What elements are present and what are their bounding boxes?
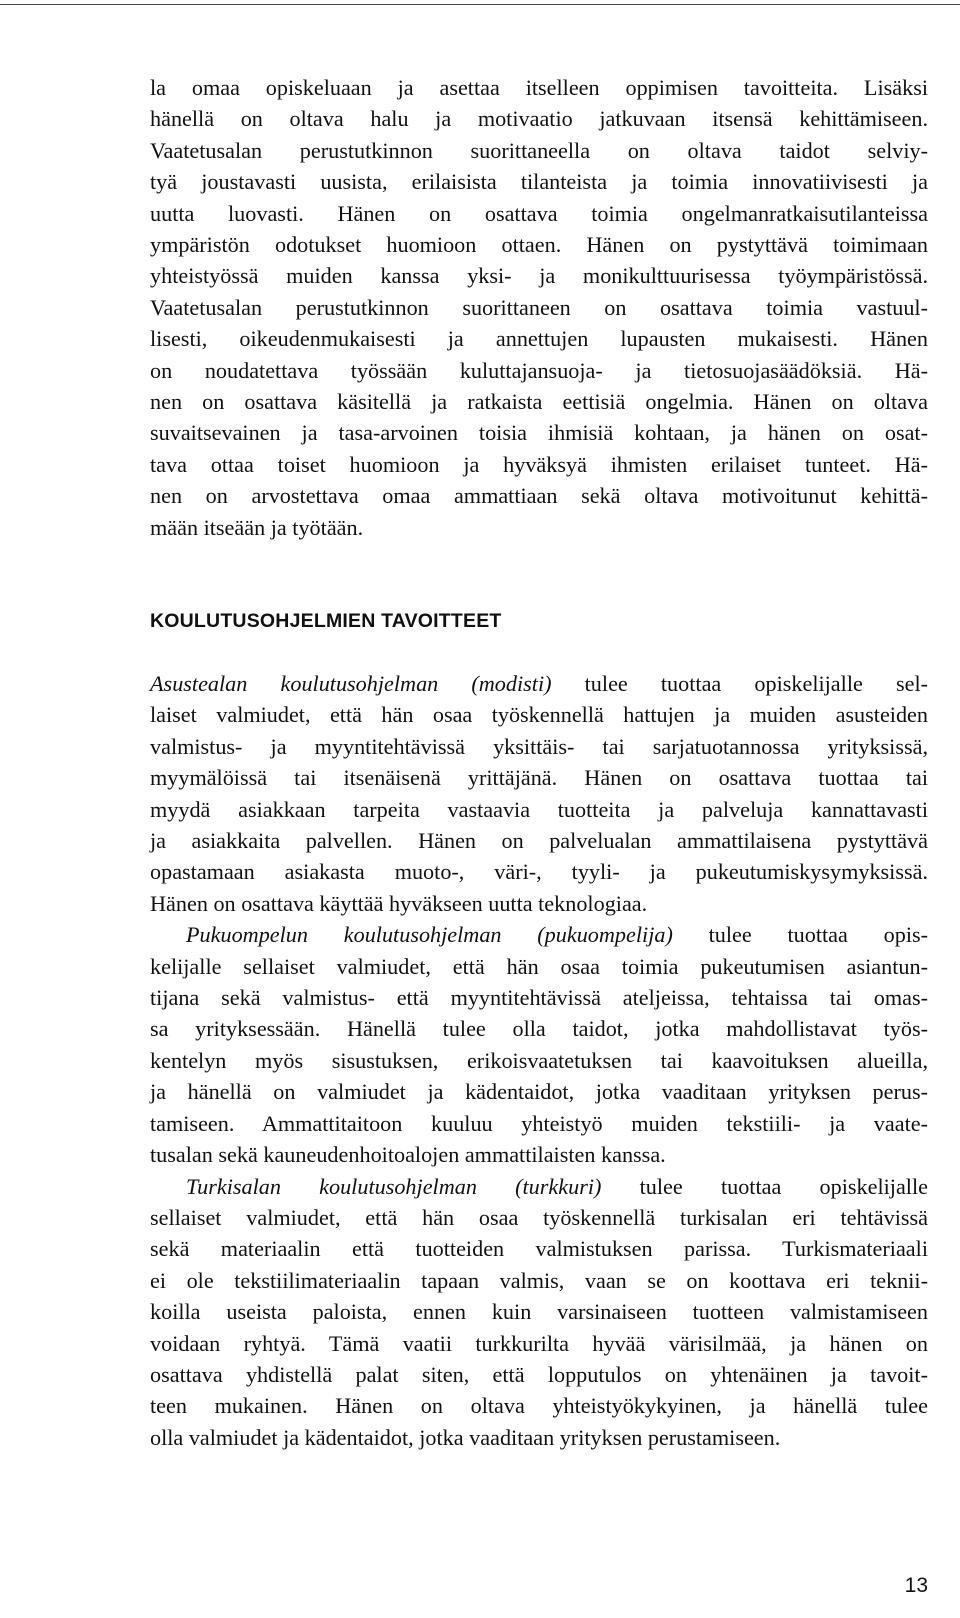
- text-line: [150, 856, 928, 887]
- text-line: [150, 982, 928, 1013]
- text-line: suvaitsevainen ja tasa-arvoinen toisia ihmisiä kohtaan, ja hänen on osat-: [150, 420, 928, 446]
- text-line: [150, 919, 928, 950]
- line-text: tijana sekä valmistus- että myyntitehtävissä ateljeissa, tehtaissa tai omas-: [150, 985, 928, 1011]
- section-heading: KOULUTUSOHJELMIEN TAVOITTEET: [150, 610, 502, 632]
- text-line: [150, 1328, 928, 1359]
- page-content: [150, 72, 929, 1450]
- text-line: on noudatettava työssään kuluttajansuoja- ja tietosuojasäädöksiä. Hä-: [150, 357, 928, 383]
- line-text: tamiseen. Ammattitaitoon kuuluu yhteistyö muiden tekstiili- ja vaate-: [150, 1110, 928, 1136]
- text-line: [150, 1296, 928, 1327]
- line-text: ja asiakkaita palvellen. Hänen on palvelualan ammattilaisena pystyttävä: [150, 828, 928, 854]
- line-text: Hänen on osattava käyttää hyväkseen uutta teknologiaa.: [150, 890, 648, 916]
- program-name: Pukuompelun koulutusohjelman (pukuompelija): [186, 922, 673, 948]
- page-number: 13: [904, 1574, 928, 1597]
- line-text: tulee tuottaa opiskelijalle sel-: [551, 671, 928, 696]
- text-line: [150, 1202, 928, 1233]
- text-line: [150, 794, 928, 825]
- line-text: koilla useista paloista, ennen kuin varsinaiseen tuotteen valmistamiseen: [150, 1299, 928, 1325]
- text-line: [150, 762, 928, 793]
- line-text: ja hänellä on valmiudet ja kädentaidot, jotka vaaditaan yrityksen perus-: [150, 1079, 928, 1105]
- intro-paragraph: [150, 72, 928, 543]
- text-line: hänellä on oltava halu ja motivaatio jatkuvaan itsensä kehittämiseen.: [150, 106, 928, 132]
- program-paragraph: [150, 668, 928, 919]
- line-text: teen mukainen. Hänen on oltava yhteistyökykyinen, ja hänellä tulee: [150, 1393, 928, 1419]
- text-line: [150, 1013, 928, 1044]
- text-line: [150, 951, 928, 982]
- program-paragraph: [150, 919, 928, 1170]
- line-text: kelijalle sellaiset valmiudet, että hän osaa toimia pukeutumisen asiantun-: [150, 953, 928, 979]
- line-text: ei ole tekstiilimateriaalin tapaan valmis, vaan se on koottava eri teknii-: [150, 1267, 928, 1293]
- text-line: [150, 1139, 928, 1170]
- text-line: lisesti, oikeudenmukaisesti ja annettujen lupausten mukaisesti. Hänen: [150, 326, 928, 352]
- line-text: olla valmiudet ja kädentaidot, jotka vaaditaan yrityksen perustamiseen.: [150, 1424, 781, 1450]
- text-line: la omaa opiskeluaan ja asettaa itselleen oppimisen tavoitteita. Lisäksi: [150, 75, 928, 100]
- program-name: Turkisalan koulutusohjelman (turkkuri): [186, 1173, 602, 1199]
- text-line: [150, 1265, 928, 1296]
- text-line: tyä joustavasti uusista, erilaisista tilanteista ja toimia innovatiivisesti ja: [150, 169, 928, 195]
- text-line: nen on arvostettava omaa ammattiaan sekä oltava motivoitunut kehittä-: [150, 483, 928, 509]
- line-text: sellaiset valmiudet, että hän osaa työskennellä turkisalan eri tehtävissä: [150, 1204, 928, 1230]
- line-text: osattava yhdistellä palat siten, että lopputulos on yhtenäinen ja tavoit-: [150, 1361, 928, 1387]
- text-line: [150, 1233, 928, 1264]
- text-line: yhteistyössä muiden kanssa yksi- ja monikulttuurisessa työympäristössä.: [150, 263, 928, 289]
- text-line: nen on osattava käsitellä ja ratkaista eettisiä ongelmia. Hänen on oltava: [150, 389, 928, 415]
- text-line: ympäristön odotukset huomioon ottaen. Hänen on pystyttävä toimimaan: [150, 232, 928, 258]
- text-line: uutta luovasti. Hänen on osattava toimia ongelmanratkaisutilanteissa: [150, 200, 928, 226]
- line-text: sekä materiaalin että tuotteiden valmistuksen parissa. Turkismateriaali: [150, 1236, 928, 1262]
- text-line: [150, 1422, 928, 1453]
- line-text: myydä asiakkaan tarpeita vastaavia tuotteita ja palveluja kannattavasti: [150, 796, 928, 822]
- text-line: [150, 1076, 928, 1107]
- text-line: [150, 1390, 928, 1421]
- text-line: mään itseään ja työtään.: [150, 514, 364, 540]
- line-text: myymälöissä tai itsenäisenä yrittäjänä. Hänen on osattava tuottaa tai: [150, 765, 928, 791]
- line-text: laiset valmiudet, että hän osaa työskennellä hattujen ja muiden asusteiden: [150, 702, 928, 728]
- text-line: [150, 1359, 928, 1390]
- line-text: tusalan sekä kauneudenhoitoalojen ammattilaisten kanssa.: [150, 1142, 666, 1168]
- text-line: Vaatetusalan perustutkinnon suorittaneella on oltava taidot selviy-: [150, 137, 928, 163]
- top-rule: [0, 4, 960, 5]
- text-line: [150, 668, 928, 699]
- line-text: opastamaan asiakasta muoto-, väri-, tyyli- ja pukeutumiskysymyksissä.: [150, 859, 928, 885]
- line-text: tulee tuottaa opis-: [672, 922, 929, 948]
- text-line: [150, 1045, 928, 1076]
- line-text: valmistus- ja myyntitehtävissä yksittäis- tai sarjatuotannossa yrityksissä,: [150, 733, 928, 759]
- text-line: [150, 825, 928, 856]
- line-text: kentelyn myös sisustuksen, erikoisvaatetuksen tai kaavoituksen alueilla,: [150, 1047, 928, 1073]
- line-text: tulee tuottaa opiskelijalle: [601, 1173, 928, 1199]
- text-line: tava ottaa toiset huomioon ja hyväksyä ihmisten erilaiset tunteet. Hä-: [150, 451, 928, 477]
- line-text: voidaan ryhtyä. Tämä vaatii turkkurilta hyvää värisilmää, ja hänen on: [150, 1330, 928, 1356]
- text-line: [150, 699, 928, 730]
- program-descriptions: [150, 668, 928, 1453]
- program-name: Asustealan koulutusohjelman (modisti): [150, 671, 552, 696]
- text-line: [150, 1171, 928, 1202]
- program-paragraph: [150, 1171, 928, 1454]
- text-line: [150, 731, 928, 762]
- text-line: [150, 1108, 928, 1139]
- text-line: Vaatetusalan perustutkinnon suorittaneen on osattava toimia vastuul-: [150, 294, 928, 320]
- text-line: [150, 888, 928, 919]
- line-text: sa yrityksessään. Hänellä tulee olla taidot, jotka mahdollistavat työs-: [150, 1016, 928, 1042]
